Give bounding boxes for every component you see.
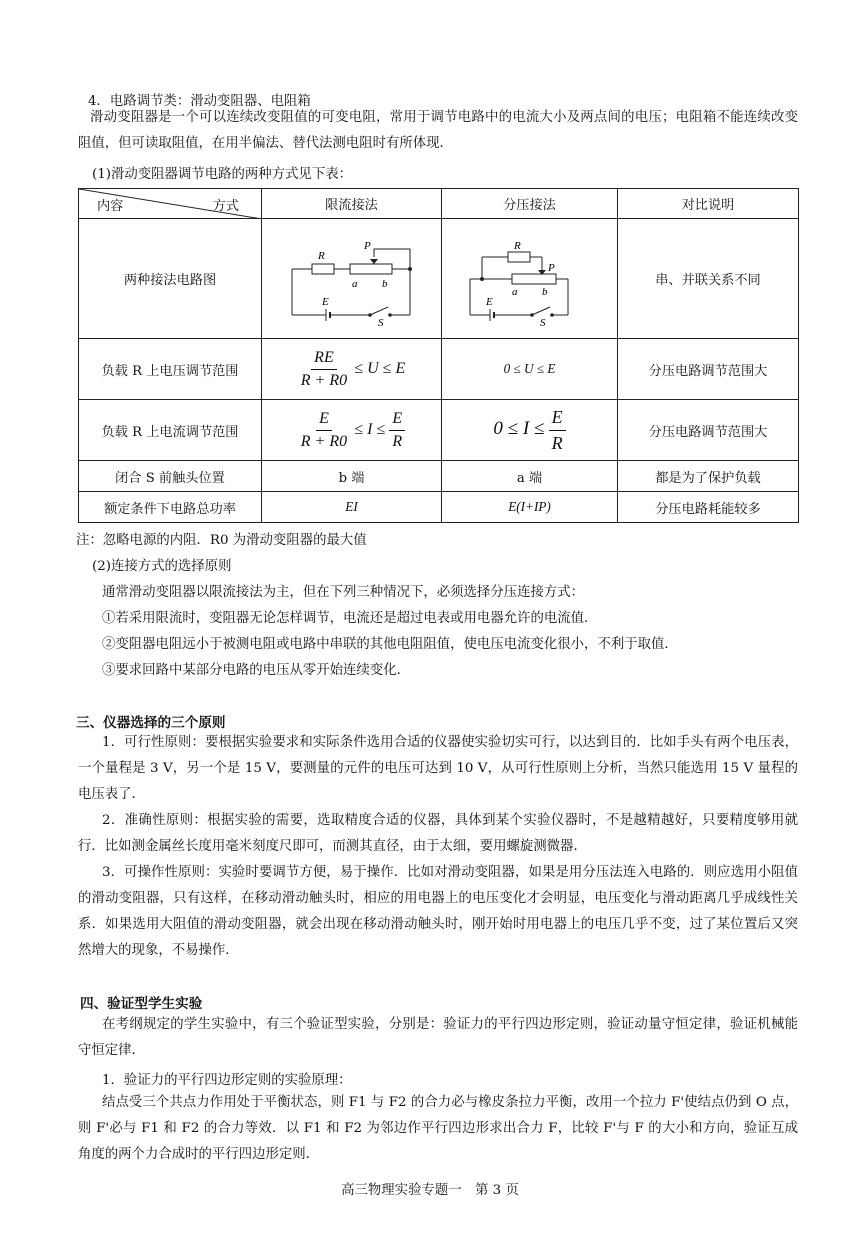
label-E: E (485, 295, 493, 308)
divider-contact: a 端 (442, 461, 618, 492)
section-3-paragraph-2: 2．准确性原则：根据实验的需要，选取精度合适的仪器，具体到某个实验仪器时，不是越精越好，只要精度够用就行．比如测金属丝长度用毫米刻度尺即可，而测其直径，由于太细，要用螺旋测微器． (78, 813, 798, 854)
label-b: b (541, 285, 547, 298)
note-contact: 都是为了保护负载 (618, 461, 799, 492)
comparison-table (78, 188, 799, 523)
principle-item-1: ①若采用限流时，变阻器无论怎样调节，电流还是超过电表或用电器允许的电流值． (102, 611, 598, 626)
corner-left-label: 内容 (97, 199, 124, 214)
header-compare: 对比说明 (618, 189, 799, 219)
section-iv-paragraph-1: 在考纲规定的学生实验中，有三个验证型实验，分别是：验证力的平行四边形定则，验证动量守恒定律，验证机械能守恒定律． (78, 1017, 798, 1058)
corner-right-label: 方式 (212, 199, 239, 214)
header-limit: 限流接法 (262, 189, 442, 219)
selection-principle-title: (2)连接方式的选择原则 (92, 559, 232, 574)
section-iv-paragraph-2: 1．验证力的平行四边形定则的实验原理： (102, 1073, 352, 1088)
divider-current-range: 0 ≤ I ≤ $\frac{E}{R}$ (442, 400, 618, 461)
principle-item-2: ②变阻器电阻远小于被测电阻或电路中串联的其他电阻阻值，使电压电流变化很小，不利于取值． (102, 637, 678, 652)
label-a: a (511, 285, 517, 298)
note-current: 分压电路调节范围大 (618, 400, 799, 461)
voltage-inequality: ≤ U ≤ E (354, 359, 406, 377)
section-3-paragraph-1: 1．可行性原则：要根据实验要求和实际条件选用合适的仪器使实验切实可行，以达到目的．比如手头有两个电压表，一个量程是 3 V，另一个是 15 V，要测量的元件的电压可达到 10 V，从可行性原则上分析，当然只能选用 15 V 量程的电压表了． (78, 735, 798, 802)
label-a: a (351, 277, 357, 290)
header-divider: 分压接法 (442, 189, 618, 219)
label-R: R (513, 239, 521, 252)
selection-principle-intro: 通常滑动变阻器以限流接法为主，但在下列三种情况下，必须选择分压连接方式： (102, 585, 585, 600)
current-fraction-right: $\frac{E}{R}$ (389, 410, 405, 451)
section-4-title: 4．电路调节类：滑动变阻器、电阻箱 (88, 94, 311, 109)
limit-circuit-diagram (282, 227, 422, 327)
section-3-paragraph-3: 3．可操作性原则：实验时要调节方便，易于操作．比如对滑动变阻器，如果是用分压法连入电路的．则应选用小阻值的滑动变阻器，只有这样，在移动滑动触头时，相应的用电器上的电压变化才会明显，电压变化与滑动距离几乎成线性关系．如果选用大阻值的滑动变阻器，就会出现在移动滑动触头时，刚开始时用电器上的电压几乎不变，过了某位置后又突然增大的现象，不易操作． (78, 865, 798, 958)
row-label-circuit: 两种接法电路图 (79, 219, 262, 339)
section-3-title: 三、仪器选择的三个原则 (76, 715, 226, 731)
label-S: S (377, 316, 383, 327)
limit-circuit-cell (262, 219, 442, 339)
current-inequality: ≤ I ≤ (354, 420, 386, 438)
limit-current-range (262, 400, 442, 461)
label-S: S (539, 316, 545, 327)
table-note: 注：忽略电源的内阻．R0 为滑动变阻器的最大值 (76, 533, 367, 548)
limit-power: EI (262, 492, 442, 523)
row-label-voltage: 负载 R 上电压调节范围 (79, 339, 262, 400)
label-E: E (321, 295, 329, 308)
label-R: R (317, 249, 325, 262)
divider-circuit-cell (442, 219, 618, 339)
section-4-paragraph: 滑动变阻器是一个可以连续改变阻值的可变电阻，常用于调节电路中的电流大小及两点间的电压；电阻箱不能连续改变阻值，但可读取阻值，在用半偏法、替代法测电阻时有所体现． (78, 110, 798, 151)
note-power: 分压电路耗能较多 (618, 492, 799, 523)
voltage-fraction: $\frac{RE}{R + R0}$ (300, 348, 348, 389)
divider-current-fraction: $\frac{E}{R}$ (549, 407, 566, 454)
row-label-power: 额定条件下电路总功率 (79, 492, 262, 523)
section-iv-title: 四、验证型学生实验 (80, 996, 203, 1012)
section-4-table-intro: (1)滑动变阻器调节电路的两种方式见下表： (92, 167, 352, 182)
table-corner-cell (79, 189, 262, 219)
divider-circuit-diagram (460, 227, 600, 327)
divider-power: E(I+IP) (442, 492, 618, 523)
divider-voltage-range: 0 ≤ U ≤ E (442, 339, 618, 400)
label-P: P (547, 261, 555, 274)
note-circuit: 串、并联关系不同 (618, 219, 799, 339)
limit-voltage-range (262, 339, 442, 400)
page-footer: 高三物理实验专题一 第 3 页 (341, 1183, 519, 1198)
current-fraction-left: $\frac{E}{R + R0}$ (300, 409, 348, 450)
label-b: b (381, 277, 387, 290)
note-voltage: 分压电路调节范围大 (618, 339, 799, 400)
label-P: P (363, 239, 371, 252)
section-iv-paragraph-3: 结点受三个共点力作用处于平衡状态，则 F1 与 F2 的合力必与橡皮条拉力平衡，改用一个拉力 F'使结点仍到 O 点，则 F'必与 F1 和 F2 的合力等效．以 F1 和 F2 为邻边作平行四边形求出合力 F，比较 F'与 F 的大小和方向，验证互成角度的两个力合成时的平行四边形定则． (78, 1095, 798, 1162)
row-label-contact: 闭合 S 前触头位置 (79, 461, 262, 492)
row-label-current: 负载 R 上电流调节范围 (79, 400, 262, 461)
limit-contact: b 端 (262, 461, 442, 492)
principle-item-3: ③要求回路中某部分电路的电压从零开始连续变化． (102, 663, 410, 678)
